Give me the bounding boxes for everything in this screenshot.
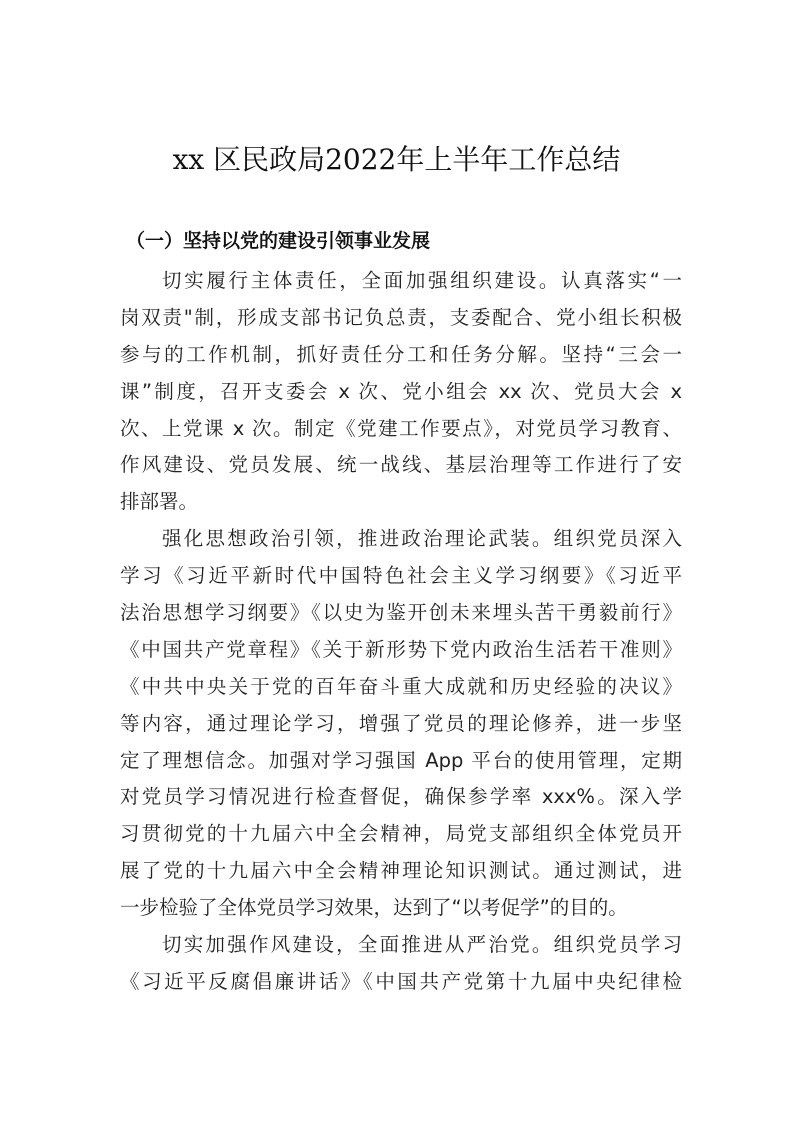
paragraph-line: 切实履行主体责任，全面加强组织建设。认真落实“一 <box>162 269 682 292</box>
section-heading: （一）坚持以党的建设引领事业发展 <box>126 230 431 252</box>
paragraph-line: 等内容，通过理论学习，增强了党员的理论修养，进一步坚 <box>120 711 682 735</box>
paragraph-line: 排部署。 <box>120 490 199 514</box>
paragraph-line: 学习《习近平新时代中国特色社会主义学习纲要》《习近平 <box>120 564 682 588</box>
paragraph-line: 课”制度，召开支委会 x 次、党小组会 xx 次、党员大会 x <box>120 379 682 403</box>
paragraph-theory <box>120 521 682 927</box>
paragraph-line: 一步检验了全体党员学习效果，达到了“以考促学”的目的。 <box>120 896 628 920</box>
paragraph-line: 参与的工作机制，抓好责任分工和任务分解。坚持“三会一 <box>120 342 682 366</box>
paragraph-line: 定了理想信念。加强对学习强国 App 平台的使用管理，定期 <box>120 748 682 772</box>
document-title: xx 区民政局2022年上半年工作总结 <box>172 143 621 176</box>
document-body <box>120 263 682 1001</box>
paragraph-line: 作风建设、党员发展、统一战线、基层治理等工作进行了安 <box>120 453 682 477</box>
paragraph-line: 岗双责"制，形成支部书记负总责，支委配合、党小组长积极 <box>120 305 682 329</box>
paragraph-line: 《中共中央关于党的百年奋斗重大成就和历史经验的决议》 <box>120 674 682 698</box>
paragraph-line: 法治思想学习纲要》《以史为鉴开创未来埋头苦干勇毅前行》 <box>120 601 682 625</box>
paragraph-line: 《中国共产党章程》《关于新形势下党内政治生活若干准则》 <box>120 637 682 661</box>
paragraph-line: 《习近平反腐倡廉讲话》《中国共产党第十九届中央纪律检 <box>120 969 682 993</box>
paragraph-line: 切实加强作风建设，全面推进从严治党。组织党员学习 <box>162 933 682 957</box>
paragraph-line: 次、上党课 x 次。制定《党建工作要点》，对党员学习教育、 <box>120 416 682 440</box>
paragraph-line: 对党员学习情况进行检查督促，确保参学率 xxx%。深入学 <box>120 785 682 809</box>
paragraph-organization <box>120 263 682 521</box>
paragraph-line: 强化思想政治引领，推进政治理论武装。组织党员深入 <box>162 527 682 551</box>
paragraph-line: 展了党的十九届六中全会精神理论知识测试。通过测试，进 <box>120 859 682 883</box>
paragraph-line: 习贯彻党的十九届六中全会精神，局党支部组织全体党员开 <box>120 822 682 846</box>
paragraph-discipline <box>120 927 682 1001</box>
